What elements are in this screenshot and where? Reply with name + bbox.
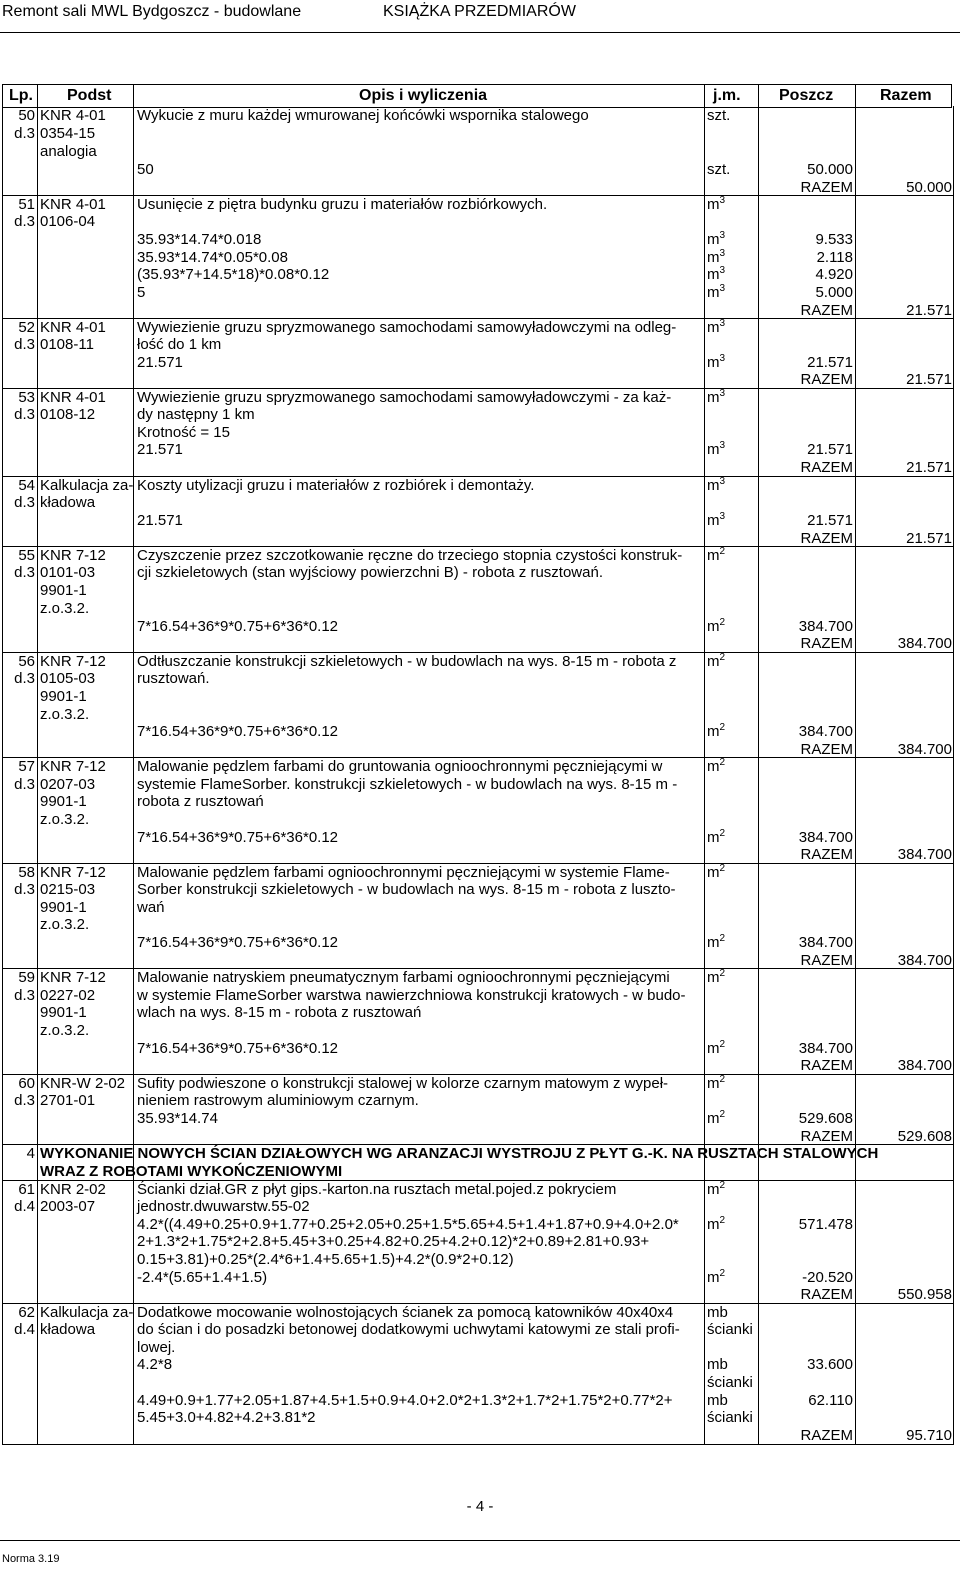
cell-poszcz: 33.600 xyxy=(807,1356,853,1373)
cell-poszcz: 571.478 xyxy=(798,1216,853,1233)
cell-jm: $m^3$ xyxy=(707,230,726,248)
cell-lp: 58 xyxy=(18,864,35,881)
cell-poszcz: 2.118 xyxy=(816,249,853,266)
cell-jm: $m^3$ xyxy=(707,511,726,529)
cell-poszcz: RAZEM xyxy=(800,846,853,863)
cell-opis: 35.93*14.74*0.05*0.08 xyxy=(137,249,288,266)
cell-podst: kładowa xyxy=(40,1321,96,1338)
row-divider xyxy=(2,1180,954,1181)
cell-poszcz: -20.520 xyxy=(802,1269,853,1286)
col-divider xyxy=(37,84,38,1444)
cell-opis: 21.571 xyxy=(137,441,183,458)
cell-podst: KNR 2-02 xyxy=(40,1181,106,1198)
cell-podst: KNR 4-01 xyxy=(40,389,106,406)
cell-lp: d.3 xyxy=(14,336,35,353)
cell-jm: $m^3$ xyxy=(707,195,726,213)
cell-opis: do ścian i do posadzki betonowej dodatkowymi uchwytami katowymi ze stali profi- xyxy=(137,1321,680,1338)
cell-podst: KNR 7-12 xyxy=(40,864,106,881)
section-title: WRAZ Z ROBOTAMI WYKOŃCZENIOWYMI xyxy=(40,1163,343,1180)
col-razem: Razem xyxy=(880,87,932,104)
document-title: KSIĄŻKA PRZEDMIARÓW xyxy=(383,3,576,20)
cell-opis: wań xyxy=(137,899,165,916)
cell-podst: 0105-03 xyxy=(40,670,96,687)
row-divider xyxy=(2,195,954,196)
cell-razem: 384.700 xyxy=(897,635,952,652)
cell-podst: KNR 7-12 xyxy=(40,547,106,564)
cell-opis: lowej. xyxy=(137,1339,176,1356)
cell-poszcz: 21.571 xyxy=(807,441,853,458)
cell-podst: 9901-1 xyxy=(40,899,87,916)
cell-jm: $m^3$ xyxy=(707,388,726,406)
cell-poszcz: RAZEM xyxy=(800,1427,853,1444)
cell-opis: 7*16.54+36*9*0.75+6*36*0.12 xyxy=(137,934,339,951)
cell-opis: Ścianki dział.GR z płyt gips.-karton.na rusztach metal.pojed.z pokryciem xyxy=(137,1181,617,1198)
cell-podst: 2701-01 xyxy=(40,1092,96,1109)
cell-podst: KNR 7-12 xyxy=(40,653,106,670)
row-divider xyxy=(2,388,954,389)
cell-podst: z.o.3.2. xyxy=(40,916,90,933)
cell-podst: KNR 7-12 xyxy=(40,758,106,775)
cell-opis: 50 xyxy=(137,161,154,178)
footer-divider xyxy=(0,1540,960,1541)
cell-opis: robota z rusztowań xyxy=(137,793,264,810)
cell-opis: Sorber konstrukcji szkieletowych - w budowlach na wys. 8-15 m - robota z luszto- xyxy=(137,881,676,898)
cell-opis: 35.93*14.74*0.018 xyxy=(137,231,262,248)
cell-jm: $m^3$ xyxy=(707,265,726,283)
cell-poszcz: 384.700 xyxy=(798,1040,853,1057)
cell-poszcz: 384.700 xyxy=(798,723,853,740)
col-podst: Podst xyxy=(67,87,112,104)
col-divider xyxy=(758,84,759,1444)
row-divider xyxy=(2,968,954,969)
cell-poszcz: 384.700 xyxy=(798,934,853,951)
cell-opis: wlach na wys. 8-15 m - robota z rusztowań xyxy=(137,1004,422,1021)
cell-podst: KNR-W 2-02 xyxy=(40,1075,126,1092)
cell-opis: Malowanie pędzlem farbami do gruntowania ognioochronnymi pęczniejącymi w xyxy=(137,758,663,775)
cell-jm: $m^2$ xyxy=(707,1180,726,1198)
cell-podst: 9901-1 xyxy=(40,688,87,705)
cell-podst: 0101-03 xyxy=(40,564,96,581)
cell-opis: Odtłuszczanie konstrukcji szkieletowych - w budowlach na wys. 8-15 m - robota z xyxy=(137,653,677,670)
cell-jm: $m^2$ xyxy=(707,933,726,951)
cell-jm: $m^3$ xyxy=(707,476,726,494)
cell-poszcz: 9.533 xyxy=(815,231,853,248)
cell-podst: 0215-03 xyxy=(40,881,96,898)
row-divider xyxy=(2,1144,954,1145)
cell-razem: 384.700 xyxy=(897,1057,952,1074)
cell-razem: 50.000 xyxy=(906,179,952,196)
cell-opis: Czyszczenie przez szczotkowanie ręczne do trzeciego stopnia czystości konstruk- xyxy=(137,547,683,564)
cell-poszcz: RAZEM xyxy=(800,1128,853,1145)
cell-lp: d.3 xyxy=(14,564,35,581)
cell-opis: dy następny 1 km xyxy=(137,406,255,423)
cell-lp: 55 xyxy=(18,547,35,564)
cell-poszcz: RAZEM xyxy=(800,741,853,758)
cell-podst: 0354-15 xyxy=(40,125,96,142)
cell-poszcz: RAZEM xyxy=(800,371,853,388)
cell-jm: $m^3$ xyxy=(707,440,726,458)
cell-lp: 56 xyxy=(18,653,35,670)
cell-lp: 53 xyxy=(18,389,35,406)
cell-opis: Koszty utylizacji gruzu i materiałów z rozbiórek i demontaży. xyxy=(137,477,535,494)
cell-jm: $m^3$ xyxy=(707,318,726,336)
cell-jm: ścianki xyxy=(707,1321,753,1338)
cell-jm: $m^2$ xyxy=(707,757,726,775)
cell-jm: $m^2$ xyxy=(707,1039,726,1057)
cell-jm: $m^2$ xyxy=(707,968,726,986)
cell-opis: cji szkieletowych (stan wyjściowy powierzchni B) - robota z rusztowań. xyxy=(137,564,603,581)
page-header xyxy=(0,0,960,26)
project-title: Remont sali MWL Bydgoszcz - budowlane xyxy=(2,3,302,20)
cell-podst: 0108-11 xyxy=(40,336,94,353)
cell-poszcz: RAZEM xyxy=(800,1286,853,1303)
row-divider xyxy=(2,476,954,477)
row-divider xyxy=(2,1074,954,1075)
cell-podst: 9901-1 xyxy=(40,793,87,810)
cell-podst: KNR 4-01 xyxy=(40,107,106,124)
cell-opis: 7*16.54+36*9*0.75+6*36*0.12 xyxy=(137,618,339,635)
cell-podst: kładowa xyxy=(40,494,96,511)
cell-opis: Sufity podwieszone o konstrukcji stalowej w kolorze czarnym matowym z wypeł- xyxy=(137,1075,669,1092)
cell-lp: d.4 xyxy=(14,1321,35,1338)
cell-razem: 21.571 xyxy=(906,302,952,319)
cell-podst: 0108-12 xyxy=(40,406,96,423)
cell-poszcz: RAZEM xyxy=(800,179,853,196)
cell-opis: Krotność = 15 xyxy=(137,424,230,441)
cell-lp: 54 xyxy=(18,477,35,494)
cell-poszcz: 384.700 xyxy=(798,829,853,846)
cell-podst: 2003-07 xyxy=(40,1198,96,1215)
cell-poszcz: 50.000 xyxy=(807,161,853,178)
cell-poszcz: 529.608 xyxy=(798,1110,853,1127)
cell-podst: KNR 4-01 xyxy=(40,196,106,213)
cell-poszcz: 21.571 xyxy=(807,354,853,371)
cell-razem: 384.700 xyxy=(897,846,952,863)
cell-opis: Usunięcie z piętra budynku gruzu i materiałów rozbiórkowych. xyxy=(137,196,548,213)
cell-poszcz: 62.110 xyxy=(808,1392,853,1409)
cell-jm: mb xyxy=(707,1392,728,1409)
cell-lp: d.3 xyxy=(14,1092,35,1109)
cell-opis: 0.15+3.81)+0.25*(2.4*6+1.4+5.65+1.5)+4.2*(0.9*2+0.12) xyxy=(137,1251,514,1268)
col-divider xyxy=(704,84,705,1444)
cell-podst: z.o.3.2. xyxy=(40,811,90,828)
cell-podst: z.o.3.2. xyxy=(40,600,90,617)
cell-lp: 52 xyxy=(18,319,35,336)
row-divider xyxy=(2,546,954,547)
cell-jm: $m^2$ xyxy=(707,546,726,564)
cell-opis: 7*16.54+36*9*0.75+6*36*0.12 xyxy=(137,723,339,740)
cell-podst: 9901-1 xyxy=(40,582,87,599)
cell-poszcz: 5.000 xyxy=(815,284,853,301)
cell-razem: 95.710 xyxy=(906,1427,952,1444)
cell-opis: 4.2*8 xyxy=(137,1356,173,1373)
cell-podst: 0106-04 xyxy=(40,213,96,230)
section-title: WYKONANIE NOWYCH ŚCIAN DZIAŁOWYCH WG ARANZACJI WYSTROJU Z PŁYT G.-K. NA RUSZTACH STALOWYCH xyxy=(40,1145,879,1162)
cell-lp: d.3 xyxy=(14,213,35,230)
cell-opis: systemie FlameSorber. konstrukcji szkieletowych - w budowlach na wys. 8-15 m - xyxy=(137,776,678,793)
cell-opis: 5.45+3.0+4.82+4.2+3.81*2 xyxy=(137,1409,316,1426)
cell-lp: 60 xyxy=(18,1075,35,1092)
cell-opis: w systemie FlameSorber warstwa nawierzchniowa konstrukcji kratowych - w budo- xyxy=(137,987,686,1004)
cell-lp: d.3 xyxy=(14,125,35,142)
cell-jm: szt. xyxy=(707,161,731,178)
col-divider xyxy=(133,84,134,1444)
cell-jm: $m^3$ xyxy=(707,248,726,266)
cell-opis: 7*16.54+36*9*0.75+6*36*0.12 xyxy=(137,829,339,846)
cell-opis: Wywiezienie gruzu spryzmowanego samochodami samowyładowczymi na odleg- xyxy=(137,319,677,336)
cell-lp: d.3 xyxy=(14,776,35,793)
cell-poszcz: 384.700 xyxy=(798,618,853,635)
cell-podst: 0227-02 xyxy=(40,987,96,1004)
cell-podst: KNR 4-01 xyxy=(40,319,106,336)
cell-jm: $m^2$ xyxy=(707,1268,726,1286)
col-opis: Opis i wyliczenia xyxy=(359,87,488,104)
cell-opis: 21.571 xyxy=(137,354,183,371)
cell-podst: z.o.3.2. xyxy=(40,706,90,723)
cell-opis: 4.2*((4.49+0.25+0.9+1.77+0.25+2.05+0.25+1.5*5.65+4.5+1.4+1.87+0.9+4.0+2.0* xyxy=(137,1216,679,1233)
cell-jm: $m^3$ xyxy=(707,353,726,371)
cell-lp: 62 xyxy=(18,1304,35,1321)
cell-poszcz: 4.920 xyxy=(815,266,853,283)
cell-opis: -2.4*(5.65+1.4+1.5) xyxy=(137,1269,268,1286)
cell-opis: Wykucie z muru każdej wmurowanej końcówki wspornika stalowego xyxy=(137,107,589,124)
cell-razem: 21.571 xyxy=(906,530,952,547)
cell-jm: $m^2$ xyxy=(707,863,726,881)
cell-lp: 61 xyxy=(18,1181,35,1198)
cell-lp: 50 xyxy=(18,107,35,124)
cell-poszcz: RAZEM xyxy=(800,952,853,969)
table-header xyxy=(2,84,952,108)
software-version: Norma 3.19 xyxy=(2,1553,60,1565)
col-lp: Lp. xyxy=(9,87,33,104)
row-divider xyxy=(2,863,954,864)
col-jm: j.m. xyxy=(713,87,741,104)
cell-opis: 35.93*14.74 xyxy=(137,1110,218,1127)
cell-jm: $m^2$ xyxy=(707,1215,726,1233)
cell-opis: 4.49+0.9+1.77+2.05+1.87+4.5+1.5+0.9+4.0+2.0*2+1.3*2+1.7*2+1.75*2+0.77*2+ xyxy=(137,1392,673,1409)
cell-opis: Malowanie pędzlem farbami ognioochronnymi pęczniejącymi w systemie Flame- xyxy=(137,864,670,881)
cell-opis: rusztowań. xyxy=(137,670,210,687)
cell-podst: KNR 7-12 xyxy=(40,969,106,986)
cell-jm: ścianki xyxy=(707,1374,753,1391)
cell-razem: 384.700 xyxy=(897,741,952,758)
cell-poszcz: RAZEM xyxy=(800,530,853,547)
cell-podst: z.o.3.2. xyxy=(40,1022,90,1039)
cell-jm: mb xyxy=(707,1356,728,1373)
cell-razem: 529.608 xyxy=(897,1128,952,1145)
cell-podst: 0207-03 xyxy=(40,776,96,793)
cell-opis: jednostr.dwuwarstw.55-02 xyxy=(137,1198,310,1215)
cell-poszcz: RAZEM xyxy=(800,302,853,319)
col-divider xyxy=(855,84,856,1444)
cell-razem: 21.571 xyxy=(906,459,952,476)
cell-poszcz: RAZEM xyxy=(800,459,853,476)
header-divider xyxy=(0,32,960,33)
cell-lp: 51 xyxy=(18,196,35,213)
cell-razem: 21.571 xyxy=(906,371,952,388)
cell-opis: 2+1.3*2+1.75*2+2.8+5.45+3+0.25+4.82+0.25+4.2+0.12)*2+0.89+2.81+0.93+ xyxy=(137,1233,650,1250)
page-number: - 4 - xyxy=(466,1498,494,1515)
cell-podst: analogia xyxy=(40,143,97,160)
cell-podst: Kalkulacja za- xyxy=(40,477,134,494)
cell-jm: $m^2$ xyxy=(707,722,726,740)
cell-jm: $m^2$ xyxy=(707,617,726,635)
cell-jm: szt. xyxy=(707,107,731,124)
cell-lp: d.3 xyxy=(14,406,35,423)
cell-poszcz: RAZEM xyxy=(800,635,853,652)
cell-podst: Kalkulacja za- xyxy=(40,1304,134,1321)
column-header-row xyxy=(2,84,952,108)
cell-lp: 4 xyxy=(26,1145,35,1162)
cell-opis: 5 xyxy=(137,284,146,301)
cell-razem: 550.958 xyxy=(897,1286,952,1303)
cell-opis: łość do 1 km xyxy=(137,336,222,353)
cell-opis: nieniem rastrowym aluminiowym czarnym. xyxy=(137,1092,419,1109)
cell-lp: d.3 xyxy=(14,670,35,687)
cell-podst: 9901-1 xyxy=(40,1004,87,1021)
row-divider xyxy=(2,1303,954,1304)
row-divider xyxy=(2,757,954,758)
col-poszcz: Poszcz xyxy=(779,87,834,104)
cell-lp: 57 xyxy=(18,758,35,775)
cell-jm: $m^3$ xyxy=(707,283,726,301)
cell-lp: d.3 xyxy=(14,494,35,511)
cell-opis: (35.93*7+14.5*18)*0.08*0.12 xyxy=(137,266,330,283)
row-divider xyxy=(2,318,954,319)
cell-jm: $m^2$ xyxy=(707,1074,726,1092)
cell-jm: $m^2$ xyxy=(707,652,726,670)
cell-jm: $m^2$ xyxy=(707,828,726,846)
cell-razem: 384.700 xyxy=(897,952,952,969)
cell-jm: $m^2$ xyxy=(707,1109,726,1127)
cell-jm: ścianki xyxy=(707,1409,753,1426)
cell-lp: d.4 xyxy=(14,1198,35,1215)
cell-opis: 7*16.54+36*9*0.75+6*36*0.12 xyxy=(137,1040,339,1057)
cell-jm: mb xyxy=(707,1304,728,1321)
cell-lp: d.3 xyxy=(14,987,35,1004)
cell-lp: 59 xyxy=(18,969,35,986)
cell-opis: Wywiezienie gruzu spryzmowanego samochodami samowyładowczymi - za każ- xyxy=(137,389,672,406)
row-divider xyxy=(2,652,954,653)
cell-opis: 21.571 xyxy=(137,512,183,529)
cell-opis: Dodatkowe mocowanie wolnostojących ścianek za pomocą katowników 40x40x4 xyxy=(137,1304,674,1321)
cell-opis: Malowanie natryskiem pneumatycznym farbami ognioochronnymi pęczniejącymi xyxy=(137,969,670,986)
cell-poszcz: RAZEM xyxy=(800,1057,853,1074)
cell-lp: d.3 xyxy=(14,881,35,898)
cell-poszcz: 21.571 xyxy=(807,512,853,529)
